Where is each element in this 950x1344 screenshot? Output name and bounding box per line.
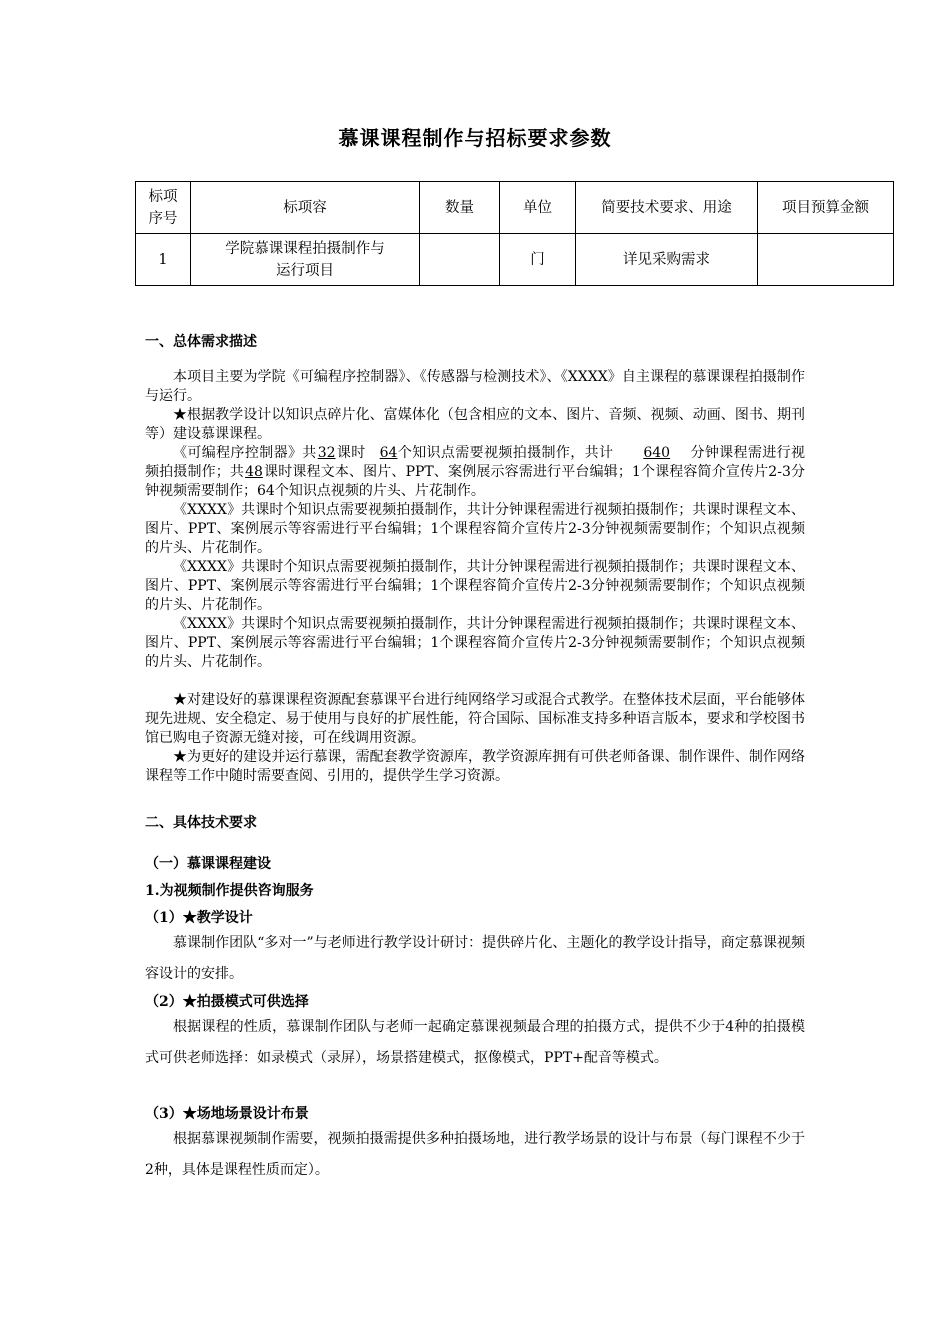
- section2-sub1: （一）慕课课程建设: [145, 856, 271, 872]
- bid-table: [135, 181, 894, 286]
- header-seq-line1: 标项: [148, 188, 178, 205]
- s1-text: 慕课制作团队“多对一”与老师进行教学设计研讨：提供碎片化、主题化的教学设计指导，商定慕课视频容设计的安排。: [145, 935, 805, 982]
- p3-minutes: 640: [643, 445, 671, 461]
- section1-p3: [145, 444, 805, 501]
- section1-p1: 本项目主要为学院《可编程序控制器》、《传感器与检测技术》、《XXXX》自主课程的慕课课程拍摄制作与运行。: [145, 369, 805, 404]
- cell-req: 详见采购需求: [576, 234, 758, 286]
- blank-line: [145, 672, 805, 691]
- cell-budget: [758, 234, 894, 286]
- s1-title: （1）★教学设计: [145, 910, 253, 926]
- p3-points: 64: [379, 445, 398, 461]
- cell-qty: [420, 234, 500, 286]
- s3-text: 根据慕课视频制作需要，视频拍摄需提供多种拍摄场地，进行教学场景的设计与布景（每门课程不少于2种，具体是课程性质而定）。: [145, 1131, 805, 1178]
- section1-p8: ★为更好的建设并运行慕课，需配套教学资源库，教学资源库拥有可供老师备课、制作课件、制作网络课程等工作中随时需要查阅、引用的，提供学生学习资源。: [145, 749, 805, 784]
- cell-unit: 门: [500, 234, 576, 286]
- p3-part-b: 课时: [336, 445, 366, 461]
- cell-seq: 1: [136, 234, 191, 286]
- section1-p7: ★对建设好的慕课课程资源配套慕课平台进行纯网络学习或混合式教学。在整体技术层面，平台能够体现先进规、安全稳定、易于使用与良好的扩展性能，符合国际、国标准支持多种语言版本，要求和学校图书馆已购电子资源无缝对接，可在线调用资源。: [145, 692, 805, 746]
- cell-name-line2: 运行项目: [276, 262, 334, 279]
- header-qty: 数量: [420, 182, 500, 234]
- header-req: 简要技术要求、用途: [576, 182, 758, 234]
- s3-title: （3）★场地场景设计布景: [145, 1106, 309, 1122]
- section1-body: [145, 368, 805, 786]
- s2-text: 根据课程的性质，慕课制作团队与老师一起确定慕课视频最合理的拍摄方式，提供不少于4种的拍摄模式可供老师选择：如录模式（录屏），场景搭建模式，抠像模式，PPT+配音等模式。: [145, 1019, 805, 1066]
- cell-name-line1: 学院慕课课程拍摄制作与: [225, 240, 385, 257]
- table-header-row: [136, 182, 894, 234]
- s1-body: [145, 928, 805, 990]
- s2-body: [145, 1012, 805, 1074]
- document-title: 慕课课程制作与招标要求参数: [338, 126, 612, 150]
- section1-heading: 一、总体需求描述: [145, 334, 257, 350]
- p3-hours: 32: [317, 445, 336, 461]
- s2-title: （2）★拍摄模式可供选择: [145, 994, 309, 1010]
- table-row: [136, 234, 894, 286]
- header-seq: [136, 182, 191, 234]
- p3-part-c: 个知识点需要视频拍摄制作，共计: [397, 445, 614, 461]
- section1-p6: 《XXXX》共课时个知识点需要视频拍摄制作，共计分钟课程需进行视频拍摄制作；共课时课程文本、图片、PPT、案例展示等容需进行平台编辑；1个课程容简介宣传片2-3分钟视频需要制作；个知识点视频的片头、片花制作。: [145, 616, 805, 670]
- section1-p4: 《XXXX》共课时个知识点需要视频拍摄制作，共计分钟课程需进行视频拍摄制作；共课时课程文本、图片、PPT、案例展示等容需进行平台编辑；1个课程容简介宣传片2-3分钟视频需要制作；个知识点视频的片头、片花制作。: [145, 502, 805, 556]
- section2-item1: 1.为视频制作提供咨询服务: [145, 883, 314, 899]
- p3-text-hours: 48: [245, 464, 263, 480]
- section2-heading: 二、具体技术要求: [145, 815, 257, 831]
- section1-p2: ★根据教学设计以知识点碎片化、富媒体化（包含相应的文本、图片、音频、视频、动画、图书、期刊等）建设慕课课程。: [145, 407, 805, 442]
- p3-part-e: 课时课程文本、图片、PPT、案例展示容需进行平台编辑；1个课程容简介宣传片2-3分钟视频需要制作；64个知识点视频的片头、片花制作。: [145, 464, 806, 499]
- section1-p5: 《XXXX》共课时个知识点需要视频拍摄制作，共计分钟课程需进行视频拍摄制作；共课时课程文本、图片、PPT、案例展示等容需进行平台编辑；1个课程容简介宣传片2-3分钟视频需要制作；个知识点视频的片头、片花制作。: [145, 559, 805, 613]
- header-seq-line2: 序号: [148, 210, 178, 227]
- header-name: 标项容: [191, 182, 420, 234]
- header-budget: 项目预算金额: [758, 182, 894, 234]
- header-unit: 单位: [500, 182, 576, 234]
- s3-body: [145, 1124, 805, 1186]
- p3-part-d: 分钟课程需进行视频拍摄制作；共: [145, 445, 806, 480]
- cell-name: [191, 234, 420, 286]
- p3-part-a: 《可编程序控制器》共: [173, 445, 317, 461]
